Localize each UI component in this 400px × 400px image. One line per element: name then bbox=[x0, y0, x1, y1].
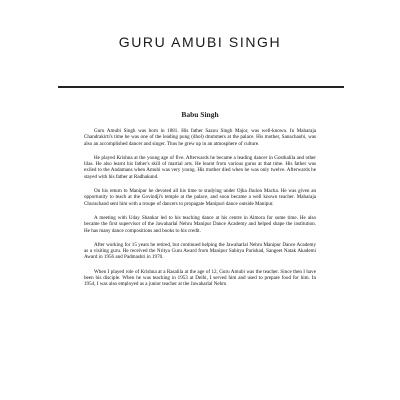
article-title: GURU AMUBI SINGH bbox=[118, 34, 282, 50]
title-divider bbox=[58, 86, 344, 88]
paragraph: Guru Amubi Singh was born in 1881. His father Sazou Singh Major, was well-known. In Maharaja Chandrakirti's time he was one of the leading pung (dhol) drummers at the palace. His mother, Sanachaobi, was also an accomplished dancer and singer. Thus he grew up in an atmosphere of culture. bbox=[84, 128, 316, 147]
article-body bbox=[84, 128, 316, 296]
paragraph: A meeting with Uday Shankar led to his teaching dance at his centre in Almora for some time. He also became the first supervisor of the Jawaharlal Nehru Manipur Dance Academy and helped shape the institution. He has many dance compositions and books to his credit. bbox=[84, 214, 316, 234]
paragraph: He played Krishna at the young age of five. Afterwards he became a leading dancer in Gosthalila and other lilas. He also learnt his father's skill of martial arts. He learnt from various gurus at that time. His father was exiled to the Andamans when Amubi was very young. His mother died when he was only twelve. Afterwards he stayed with his father at Radhakund. bbox=[84, 154, 316, 180]
paragraph: On his return to Manipur he devoted all his time to studying under Ojha Jhulon Macha. He was given an opportunity to teach at the Govindji's temple at the palace, and soon became a well known teacher. Maharaja Churachand sent him with a troupe of dancers to propagate Manipuri dance outside Manipur. bbox=[84, 188, 316, 207]
paragraph: After working for 15 years he retired, but continued helping the Jawaharlal Nehru Manipur Dance Academy as a visiting guru. He received the Nritya Guru Award from Manipur Sahitya Parishad, Sangeet Natak Akademi Award in 1956 and Padmashri in 1970. bbox=[84, 241, 316, 261]
author-name: Babu Singh bbox=[181, 110, 219, 119]
paragraph: When I played role of Krishna at a Rasalila at the age of 12, Guru Amubi was the teacher. Since then I have been his disciple. When he was teaching in 1953 at Delhi, I served him and used to prepare food for him. In 1954, I was also employed as a junior teacher at the Jawaharlal Nehru bbox=[84, 268, 316, 288]
